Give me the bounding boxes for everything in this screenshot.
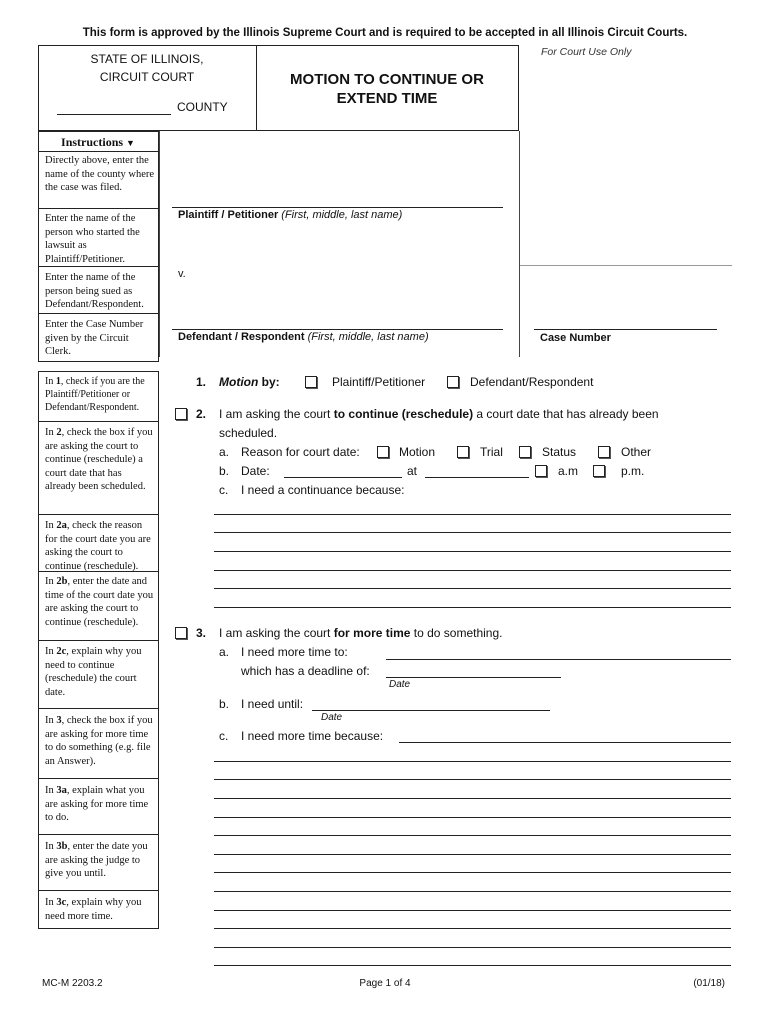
more-time-line[interactable] (214, 854, 731, 855)
plaintiff-option-label: Plaintiff/Petitioner (332, 375, 426, 389)
date-label: Date: (241, 464, 270, 478)
continuance-line[interactable] (214, 551, 731, 552)
reason-label: Reason for court date: (241, 445, 360, 459)
section-2-number: 2. (196, 407, 207, 421)
reason-other-checkbox[interactable] (598, 446, 610, 458)
more-time-line[interactable] (214, 817, 731, 818)
reason-status-checkbox[interactable] (519, 446, 531, 458)
continuance-label: I need a continuance because: (241, 483, 405, 497)
section-3-text: I am asking the court for more time to do something. (219, 626, 503, 640)
case-number-label: Case Number (540, 332, 611, 344)
pm-checkbox[interactable] (593, 465, 605, 477)
more-time-because-field[interactable] (399, 742, 731, 743)
plaintiff-checkbox[interactable] (305, 376, 317, 388)
instruction-2c: In 2c, explain why you need to continue (reschedule) the court date. (45, 646, 142, 698)
section-2-text-line2: scheduled. (219, 426, 278, 440)
am-checkbox[interactable] (535, 465, 547, 477)
more-time-line[interactable] (214, 910, 731, 911)
defendant-option-label: Defendant/Respondent (470, 375, 594, 389)
instruction-3c: In 3c, explain why you need more time. (45, 897, 142, 922)
instruction-2b: In 2b, enter the date and time of the court date you are asking the court to continue (reschedule). (45, 576, 154, 628)
need-until-label: I need until: (241, 697, 304, 711)
instruction-plaintiff: Enter the name of the person who started the lawsuit as Plaintiff/Petitioner. (45, 213, 140, 265)
more-time-to-label: I need more time to: (241, 645, 348, 659)
more-time-to-field[interactable] (386, 659, 731, 660)
need-until-field[interactable] (312, 710, 550, 711)
more-time-line[interactable] (214, 761, 731, 762)
continuance-line[interactable] (214, 588, 731, 589)
continuance-line[interactable] (214, 532, 731, 533)
court-label: CIRCUIT COURT (99, 70, 195, 84)
instructions-header: Instructions ▼ (61, 135, 135, 149)
instruction-county: Directly above, enter the name of the county where the case was filed. (45, 155, 155, 193)
section-1-number: 1. (196, 375, 207, 389)
court-date-field[interactable] (284, 477, 402, 478)
section-1-label: Motion by: (219, 375, 280, 389)
deadline-label: which has a deadline of: (241, 664, 370, 678)
section-2-text: I am asking the court to continue (reschedule) a court date that has already been (219, 407, 659, 421)
deadline-field[interactable] (386, 677, 561, 678)
defendant-label: Defendant / Respondent (First, middle, last name) (178, 331, 429, 343)
page-number: Page 1 of 4 (359, 978, 411, 989)
court-use-label: For Court Use Only (541, 46, 632, 58)
continuance-line[interactable] (214, 514, 731, 515)
continuance-line[interactable] (214, 607, 731, 608)
county-label: COUNTY (177, 100, 228, 114)
continuance-line[interactable] (214, 570, 731, 571)
instruction-2a: In 2a, check the reason for the court date you are asking the court to continue (reschedule). (45, 520, 151, 572)
instruction-case-number: Enter the Case Number given by the Circuit Clerk. (45, 319, 144, 357)
plaintiff-field[interactable] (172, 207, 503, 208)
section-3-checkbox[interactable] (175, 627, 187, 639)
reason-trial-checkbox[interactable] (457, 446, 469, 458)
more-time-line[interactable] (214, 928, 731, 929)
section-2-checkbox[interactable] (175, 408, 187, 420)
instruction-3b: In 3b, enter the date you are asking the judge to give you until. (45, 841, 148, 879)
more-time-line[interactable] (214, 835, 731, 836)
versus-label: v. (178, 268, 186, 280)
deadline-date-caption: Date (389, 679, 411, 690)
plaintiff-label: Plaintiff / Petitioner (First, middle, last name) (178, 209, 403, 221)
more-time-line[interactable] (214, 798, 731, 799)
more-time-line[interactable] (214, 779, 731, 780)
instruction-1: In 1, check if you are the Plaintiff/Petitioner or Defendant/Respondent. (45, 376, 145, 413)
approval-notice: This form is approved by the Illinois Supreme Court and is required to be accepted in all Illinois Circuit Courts. (82, 27, 688, 39)
defendant-field[interactable] (172, 329, 503, 330)
county-field[interactable] (57, 114, 171, 115)
form-title: MOTION TO CONTINUE OR EXTEND TIME (290, 71, 484, 107)
case-number-field[interactable] (534, 329, 717, 330)
instruction-3: In 3, check the box if you are asking for more time to do something (e.g. file an Answer). (45, 715, 153, 767)
more-time-line[interactable] (214, 872, 731, 873)
more-time-line[interactable] (214, 965, 731, 966)
court-time-field[interactable] (425, 477, 529, 478)
instruction-2: In 2, check the box if you are asking the court to continue (reschedule) a court date that has already been scheduled. (45, 427, 153, 492)
reason-motion-checkbox[interactable] (377, 446, 389, 458)
need-until-date-caption: Date (321, 712, 343, 723)
section-3-number: 3. (196, 626, 207, 640)
instruction-defendant: Enter the name of the person being sued as Defendant/Respondent. (45, 272, 144, 310)
more-time-line[interactable] (214, 891, 731, 892)
state-label: STATE OF ILLINOIS, (90, 52, 204, 66)
form-id: MC-M 2203.2 (42, 978, 103, 989)
more-time-because-label: I need more time because: (241, 729, 384, 743)
more-time-line[interactable] (214, 947, 731, 948)
triangle-down-icon: ▼ (126, 138, 135, 148)
instruction-3a: In 3a, explain what you are asking for more time to do. (45, 785, 149, 823)
revision-date: (01/18) (693, 978, 725, 989)
defendant-checkbox[interactable] (447, 376, 459, 388)
